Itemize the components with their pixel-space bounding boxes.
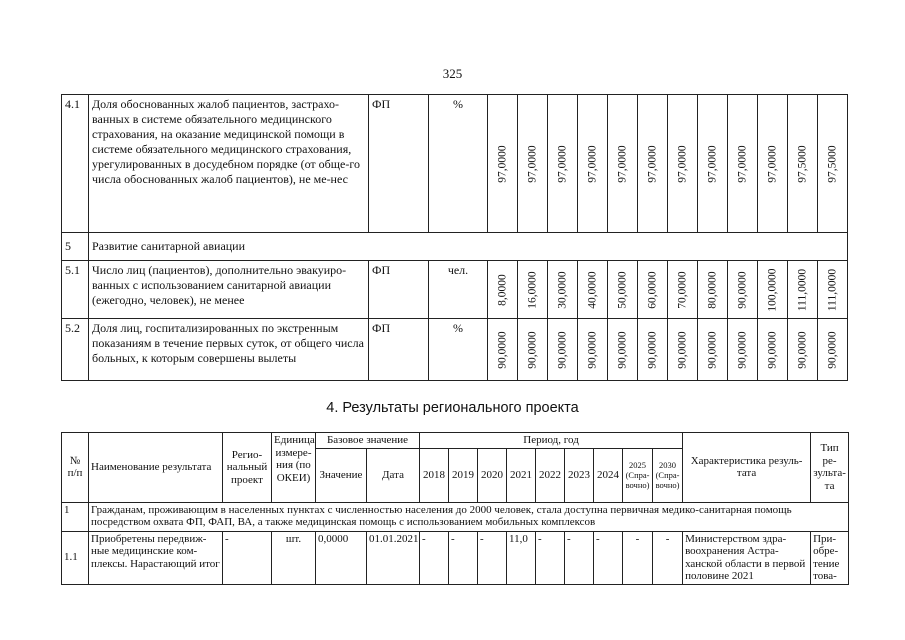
- value-text: 97,5000: [826, 144, 838, 183]
- indicator-level: ФП: [369, 95, 429, 233]
- indicator-level: ФП: [369, 319, 429, 381]
- indicator-unit: чел.: [429, 261, 488, 319]
- group-text: Гражданам, проживающим в населенных пунктах с численностью населения до 2000 человек, стала доступна первичная медико-санитарная помощь посредством охвата ФП, ФАП, ВА, а также медицинская помощь с использованием мобильных комплексов: [89, 502, 849, 531]
- value-text: 90,0000: [526, 330, 538, 369]
- value-cell: [758, 261, 788, 319]
- col-base: Базовое значение: [316, 433, 420, 449]
- section-heading: 4. Результаты регионального проекта: [326, 400, 579, 416]
- indicators-table: [61, 94, 848, 381]
- value-text: 90,0000: [676, 330, 688, 369]
- col-year: 2018: [420, 448, 449, 502]
- value-cell: [758, 319, 788, 381]
- value-text: 8,0000: [496, 273, 508, 306]
- value-cell: [608, 319, 638, 381]
- indicator-row: [62, 261, 848, 319]
- value-cell: [668, 261, 698, 319]
- value-cell: [518, 261, 548, 319]
- value-cell: [698, 261, 728, 319]
- value-text: 90,0000: [586, 330, 598, 369]
- value-cell: [548, 319, 578, 381]
- value-text: 90,0000: [826, 330, 838, 369]
- value-cell: [518, 319, 548, 381]
- value-text: 97,5000: [796, 144, 808, 183]
- results-table: [61, 432, 849, 585]
- value-text: 97,0000: [766, 144, 778, 183]
- indicator-level: ФП: [369, 261, 429, 319]
- value-text: 97,0000: [616, 144, 628, 183]
- value-text: 100,0000: [766, 267, 778, 312]
- value-text: 97,0000: [736, 144, 748, 183]
- result-type: При-обре-тение това-: [811, 531, 849, 584]
- col-base-value: Значение: [316, 448, 367, 502]
- value-cell: [698, 95, 728, 233]
- indicator-name: Число лиц (пациентов), дополнительно эвакуиро-ванных с использованием санитарной авиации (ежегодно, человек), не менее: [89, 261, 369, 319]
- result-year: -: [565, 531, 594, 584]
- value-cell: [518, 95, 548, 233]
- col-base-date: Дата: [367, 448, 420, 502]
- col-unit: Единица измере-ния (по ОКЕИ): [272, 433, 316, 503]
- value-text: 50,0000: [616, 270, 628, 309]
- value-cell: [578, 261, 608, 319]
- indicator-row: [62, 319, 848, 381]
- result-year-2030: -: [653, 531, 683, 584]
- result-year: -: [449, 531, 478, 584]
- indicator-name: Доля лиц, госпитализированных по экстренным показаниям в течение первых суток, от общего числа больных, к которым совершены вылеты: [89, 319, 369, 381]
- col-name: Наименование результата: [89, 433, 223, 503]
- value-text: 97,0000: [706, 144, 718, 183]
- result-regional: -: [223, 531, 272, 584]
- col-year: 2021: [507, 448, 536, 502]
- value-text: 97,0000: [556, 144, 568, 183]
- value-text: 90,0000: [766, 330, 778, 369]
- col-year: 2020: [478, 448, 507, 502]
- col-type: Тип ре-зульта-та: [811, 433, 849, 503]
- value-text: 16,0000: [526, 270, 538, 309]
- col-regional: Регио-нальный проект: [223, 433, 272, 503]
- value-cell: [668, 319, 698, 381]
- col-year-2025: 2025 (Спра-вочно): [623, 448, 653, 502]
- col-year: 2019: [449, 448, 478, 502]
- results-row: [62, 531, 849, 584]
- value-cell: [728, 319, 758, 381]
- value-text: 97,0000: [586, 144, 598, 183]
- value-cell: [788, 95, 818, 233]
- value-text: 40,0000: [586, 270, 598, 309]
- value-text: 90,0000: [796, 330, 808, 369]
- value-text: 97,0000: [676, 144, 688, 183]
- value-text: 90,0000: [736, 330, 748, 369]
- col-year: 2024: [594, 448, 623, 502]
- value-text: 97,0000: [526, 144, 538, 183]
- page-number: 325: [442, 66, 463, 81]
- value-text: 60,0000: [646, 270, 658, 309]
- value-text: 70,0000: [676, 270, 688, 309]
- result-base-date: 01.01.2021: [367, 531, 420, 584]
- value-text: 90,0000: [646, 330, 658, 369]
- result-name: Приобретены передвиж-ные медицинские ком-плексы. Нарастающий итог: [89, 531, 223, 584]
- indicator-unit: %: [429, 95, 488, 233]
- result-year: -: [478, 531, 507, 584]
- value-cell: [608, 95, 638, 233]
- result-year: -: [594, 531, 623, 584]
- value-cell: [818, 261, 848, 319]
- section-num: 5: [62, 233, 89, 261]
- value-cell: [758, 95, 788, 233]
- indicator-unit: %: [429, 319, 488, 381]
- value-cell: [728, 261, 758, 319]
- value-cell: [668, 95, 698, 233]
- value-text: 90,0000: [736, 270, 748, 309]
- result-year: 11,0: [507, 531, 536, 584]
- result-year: -: [536, 531, 565, 584]
- col-characteristic: Характеристика резуль-тата: [683, 433, 811, 503]
- section-title: Развитие санитарной авиации: [89, 233, 848, 261]
- result-num: 1.1: [62, 531, 89, 584]
- value-text: 90,0000: [496, 330, 508, 369]
- col-num: № п/п: [62, 433, 89, 503]
- indicator-name: Доля обоснованных жалоб пациентов, застрахо-ванных в системе обязательного медицинского страхования, на оказание медицинской помощи в системе обязательного медицинского страхования, урегулированных в досудебном порядке (от обще-го числа обоснованных жалоб пациентов), не ме-нес: [89, 95, 369, 233]
- value-cell: [578, 95, 608, 233]
- result-base-value: 0,0000: [316, 531, 367, 584]
- value-text: 97,0000: [646, 144, 658, 183]
- value-text: 30,0000: [556, 270, 568, 309]
- indicator-num: 5.2: [62, 319, 89, 381]
- value-cell: [698, 319, 728, 381]
- col-period: Период, год: [420, 433, 683, 449]
- result-unit: шт.: [272, 531, 316, 584]
- value-cell: [548, 95, 578, 233]
- value-cell: [638, 95, 668, 233]
- value-cell: [548, 261, 578, 319]
- result-year: -: [420, 531, 449, 584]
- value-text: 111,0000: [796, 268, 808, 311]
- col-year: 2023: [565, 448, 594, 502]
- indicator-num: 5.1: [62, 261, 89, 319]
- section-row: [62, 233, 848, 261]
- value-cell: [788, 319, 818, 381]
- value-text: 90,0000: [556, 330, 568, 369]
- col-year: 2022: [536, 448, 565, 502]
- group-num: 1: [62, 502, 89, 531]
- result-year-2025: -: [623, 531, 653, 584]
- value-cell: [638, 261, 668, 319]
- col-year-2030: 2030 (Спра-вочно): [653, 448, 683, 502]
- value-cell: [488, 319, 518, 381]
- value-text: 80,0000: [706, 270, 718, 309]
- value-text: 90,0000: [616, 330, 628, 369]
- value-cell: [578, 319, 608, 381]
- indicator-row: [62, 95, 848, 233]
- value-text: 111,0000: [826, 268, 838, 311]
- value-text: 97,0000: [496, 144, 508, 183]
- indicator-num: 4.1: [62, 95, 89, 233]
- results-header-row: [62, 433, 849, 449]
- value-cell: [608, 261, 638, 319]
- value-cell: [638, 319, 668, 381]
- value-cell: [818, 95, 848, 233]
- value-cell: [488, 95, 518, 233]
- value-cell: [818, 319, 848, 381]
- value-text: 90,0000: [706, 330, 718, 369]
- result-characteristic: Министерством здра-воохранения Астра-ханской области в первой половине 2021: [683, 531, 811, 584]
- value-cell: [488, 261, 518, 319]
- value-cell: [788, 261, 818, 319]
- results-group-row: [62, 502, 849, 531]
- value-cell: [728, 95, 758, 233]
